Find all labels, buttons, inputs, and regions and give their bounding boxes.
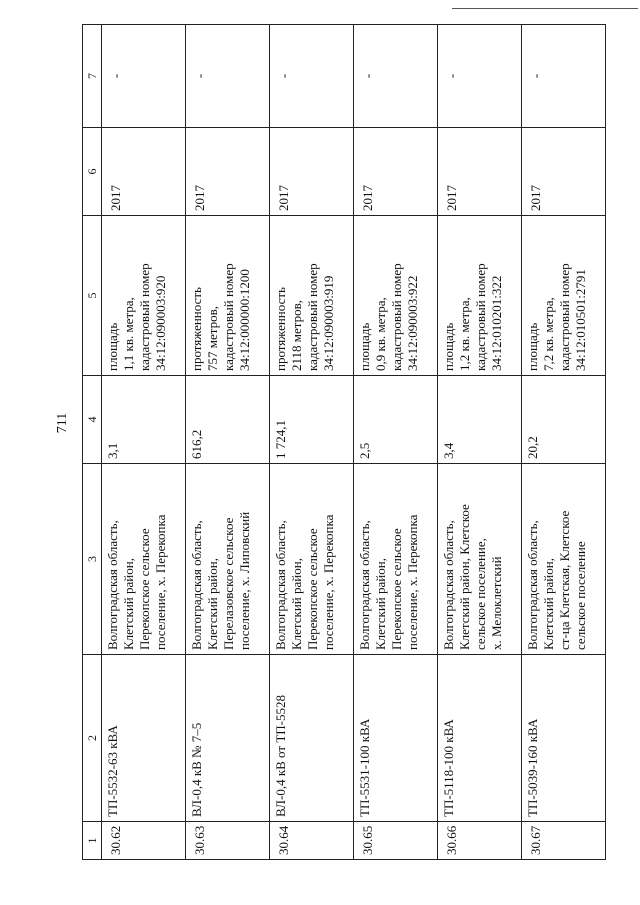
table-row — [522, 25, 606, 860]
object-name: ТП-5118-100 кВА — [438, 655, 522, 822]
description-line: протяженность — [189, 287, 204, 371]
object-address — [186, 464, 270, 655]
object-name: ТП-5039-160 кВА — [522, 655, 606, 822]
description-line: кадастровый номер — [473, 263, 488, 371]
page-number: 711 — [55, 412, 70, 434]
object-value: 616,2 — [186, 376, 270, 464]
table-row — [270, 25, 354, 860]
address-line: сельское поселение — [573, 541, 588, 650]
description-line: кадастровый номер — [221, 263, 236, 371]
table-row — [438, 25, 522, 860]
address-line: поселение, х. Липовский — [237, 511, 252, 650]
object-name: ТП-5531-100 кВА — [354, 655, 438, 822]
description-line: 34:12:090003:920 — [153, 275, 168, 371]
description-line: 34:12:090003:919 — [321, 275, 336, 371]
row-number: 30.64 — [270, 822, 354, 860]
description-line: кадастровый номер — [557, 263, 572, 371]
description-line: площадь — [441, 322, 456, 371]
address-line: Волгоградская область, — [273, 520, 288, 650]
address-line: Клетский район, — [541, 558, 556, 650]
description-line: кадастровый номер — [389, 263, 404, 371]
object-note: - — [102, 25, 186, 128]
address-line: ст-ца Клетская, Клетское — [557, 510, 572, 650]
description-line: 2118 метров, — [289, 300, 304, 371]
header-cell: 1 — [83, 822, 102, 860]
description-line: протяженность — [273, 287, 288, 371]
object-year: 2017 — [186, 128, 270, 216]
object-year: 2017 — [438, 128, 522, 216]
description-line: площадь — [525, 322, 540, 371]
description-line: кадастровый номер — [305, 263, 320, 371]
address-line: Волгоградская область, — [357, 520, 372, 650]
description-line: кадастровый номер — [137, 263, 152, 371]
row-number: 30.66 — [438, 822, 522, 860]
address-line: Волгоградская область, — [189, 520, 204, 650]
object-description — [354, 216, 438, 376]
table-row — [186, 25, 270, 860]
address-line: Клетский район, — [373, 558, 388, 650]
top-divider-line — [452, 8, 638, 9]
object-description — [270, 216, 354, 376]
description-line: 34:12:010201:322 — [489, 275, 504, 371]
object-value: 2,5 — [354, 376, 438, 464]
header-cell: 3 — [83, 464, 102, 655]
object-value: 1 724,1 — [270, 376, 354, 464]
address-line: Волгоградская область, — [525, 520, 540, 650]
description-line: 0,9 кв. метра, — [373, 297, 388, 371]
address-line: Клетский район, Клетское — [457, 504, 472, 650]
object-name: ВЛ-0,4 кВ от ТП-5528 — [270, 655, 354, 822]
address-line: сельское поселение, — [473, 538, 488, 650]
description-line: 757 метров, — [205, 306, 220, 371]
object-year: 2017 — [270, 128, 354, 216]
description-line: площадь — [105, 322, 120, 371]
object-note: - — [270, 25, 354, 128]
object-note: - — [438, 25, 522, 128]
object-year: 2017 — [522, 128, 606, 216]
address-line: поселение, х. Перекопка — [153, 514, 168, 650]
object-address — [438, 464, 522, 655]
address-line: Перелазовское сельское — [221, 517, 236, 650]
description-line: 1,2 кв. метра, — [457, 297, 472, 371]
object-name: ВЛ-0,4 кВ № 7–5 — [186, 655, 270, 822]
description-line: 34:12:010501:2791 — [573, 269, 588, 371]
header-cell: 6 — [83, 128, 102, 216]
address-line: Перекопское сельское — [137, 528, 152, 650]
header-cell: 5 — [83, 216, 102, 376]
header-cell: 4 — [83, 376, 102, 464]
description-line: 34:12:000000:1200 — [237, 269, 252, 371]
description-line: 34:12:090003:922 — [405, 275, 420, 371]
row-number: 30.63 — [186, 822, 270, 860]
object-year: 2017 — [102, 128, 186, 216]
object-value: 3,1 — [102, 376, 186, 464]
address-line: Клетский район, — [121, 558, 136, 650]
table-row — [102, 25, 186, 860]
address-line: поселение, х. Перекопка — [405, 514, 420, 650]
table-row — [354, 25, 438, 860]
object-value: 20,2 — [522, 376, 606, 464]
address-line: х. Мелоклетский — [489, 556, 504, 650]
address-line: поселение, х. Перекопка — [321, 514, 336, 650]
header-cell: 7 — [83, 25, 102, 128]
object-note: - — [354, 25, 438, 128]
header-cell: 2 — [83, 655, 102, 822]
property-table — [82, 24, 606, 860]
row-number: 30.67 — [522, 822, 606, 860]
object-address — [522, 464, 606, 655]
object-address — [354, 464, 438, 655]
object-note: - — [522, 25, 606, 128]
address-line: Перекопское сельское — [389, 528, 404, 650]
object-note: - — [186, 25, 270, 128]
row-number: 30.65 — [354, 822, 438, 860]
row-number: 30.62 — [102, 822, 186, 860]
object-description — [186, 216, 270, 376]
address-line: Волгоградская область, — [105, 520, 120, 650]
description-line: 7,2 кв. метра, — [541, 297, 556, 371]
description-line: 1,1 кв. метра, — [121, 297, 136, 371]
object-address — [102, 464, 186, 655]
object-description — [102, 216, 186, 376]
object-year: 2017 — [354, 128, 438, 216]
address-line: Волгоградская область, — [441, 520, 456, 650]
address-line: Клетский район, — [205, 558, 220, 650]
address-line: Перекопское сельское — [305, 528, 320, 650]
object-description — [522, 216, 606, 376]
object-description — [438, 216, 522, 376]
column-number-header — [83, 25, 102, 860]
object-name: ТП-5532-63 кВА — [102, 655, 186, 822]
description-line: площадь — [357, 322, 372, 371]
object-value: 3,4 — [438, 376, 522, 464]
object-address — [270, 464, 354, 655]
address-line: Клетский район, — [289, 558, 304, 650]
rotated-table-sheet — [82, 25, 622, 860]
